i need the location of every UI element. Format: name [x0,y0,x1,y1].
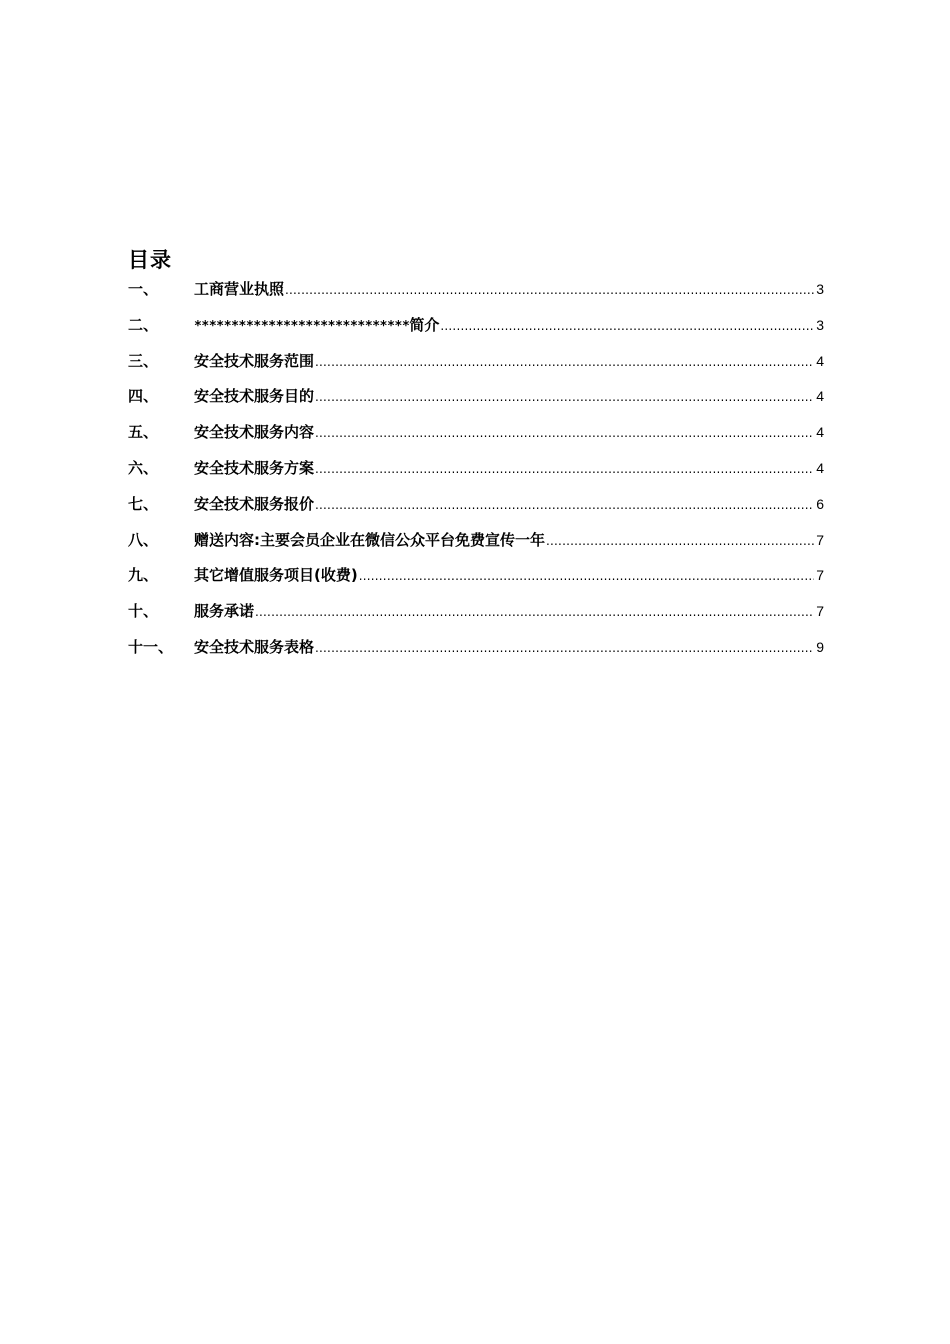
toc-entry[interactable] [128,455,824,491]
toc-entry[interactable] [128,562,824,598]
table-of-contents [128,276,824,670]
toc-dot-leader [315,456,814,482]
toc-entry[interactable] [128,419,824,455]
toc-entry[interactable] [128,527,824,563]
toc-entry-title: 安全技术服务方案 [194,458,315,477]
toc-entry-number: 七、 [128,494,159,513]
toc-entry-title: 服务承诺 [194,602,255,621]
toc-entry[interactable] [128,276,824,312]
toc-entry-title: 工商营业执照 [194,280,285,298]
toc-entry[interactable] [128,598,824,634]
toc-entry-title: 安全技术服务内容 [194,423,315,442]
toc-entry-page: 3 [816,281,824,297]
toc-entry-title: 安全技术服务表格 [194,637,315,656]
toc-dot-leader [440,313,814,339]
toc-entry-title: ***************************** [194,318,410,334]
toc-dot-leader [315,384,814,410]
toc-entry[interactable] [128,312,824,348]
toc-entry-page: 4 [816,459,824,476]
toc-dot-leader [315,420,814,446]
toc-entry-page: 4 [816,424,824,441]
toc-entry-title: 安全技术服务报价 [194,494,315,513]
toc-entry-title: 安全技术服务范围 [194,351,315,370]
toc-entry[interactable] [128,491,824,527]
toc-dot-leader [315,635,814,661]
toc-dot-leader [255,599,814,625]
toc-entry-number: 三、 [128,351,159,370]
toc-entry[interactable] [128,348,824,384]
toc-entry-page: 7 [816,531,824,548]
toc-entry-title: 其它增值服务项目(收费) [194,566,358,585]
toc-entry-page: 4 [816,352,824,369]
toc-entry-number: 八、 [128,530,159,549]
toc-entry-number: 四、 [128,387,159,406]
toc-entry-number: 五、 [128,423,159,442]
toc-dot-leader [315,349,814,375]
toc-entry-page: 9 [816,638,824,655]
toc-dot-leader [359,563,814,589]
toc-entry-number: 十、 [128,602,159,621]
toc-entry-page: 3 [816,316,824,333]
toc-entry-page: 7 [816,567,824,584]
toc-entry-number: 六、 [128,458,159,477]
toc-title: 目录 [128,248,172,272]
toc-entry-title: 赠送内容:主要会员企业在微信公众平台免费宣传一年 [194,530,546,549]
toc-entry[interactable] [128,634,824,670]
toc-entry[interactable] [128,383,824,419]
toc-entry-page: 6 [816,495,824,512]
toc-dot-leader [546,528,814,554]
toc-entry-number: 九、 [128,566,159,585]
toc-entry-page: 7 [816,603,824,620]
toc-entry-number: 十一、 [128,637,174,656]
toc-entry-title-suffix: 简介 [409,315,440,334]
toc-entry-number: 一、 [128,280,159,298]
toc-entry-title: 安全技术服务目的 [194,387,315,406]
toc-dot-leader [285,277,814,303]
toc-dot-leader [315,492,814,518]
toc-entry-number: 二、 [128,315,159,334]
toc-entry-page: 4 [816,388,824,405]
